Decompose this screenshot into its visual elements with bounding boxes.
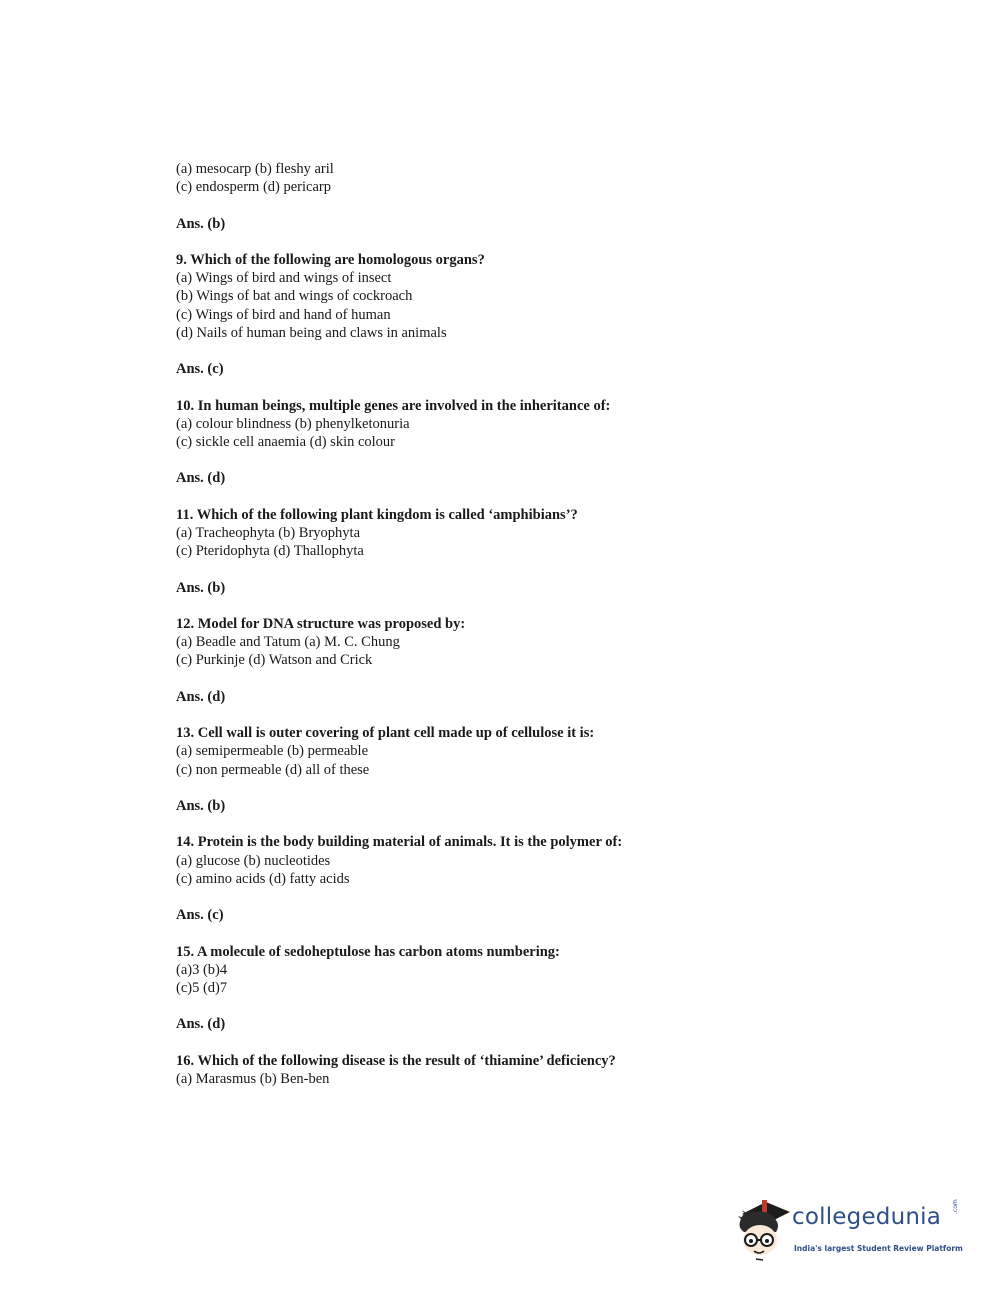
answer-line: Ans. (c) [176, 361, 224, 378]
option-line: (a) Wings of bird and wings of insect [176, 270, 392, 287]
option-line: (a) Tracheophyta (b) Bryophyta [176, 524, 361, 541]
student-mascot-icon [736, 1196, 792, 1262]
option-line: (b) Wings of bat and wings of cockroach [176, 288, 413, 305]
question-line: 10. In human beings, multiple genes are involved in the inheritance of: [176, 397, 611, 414]
line-gap [176, 597, 876, 615]
option-line: (c)5 (d)7 [176, 979, 228, 996]
option-line: (a) mesocarp (b) fleshy aril [176, 161, 334, 177]
line-gap [176, 888, 876, 906]
option-line: (c) non permeable (d) all of these [176, 761, 370, 778]
question-line: 12. Model for DNA structure was proposed by: [176, 615, 466, 632]
logo-tagline: India's largest Student Review Platform [794, 1244, 963, 1253]
answer-line: Ans. (d) [176, 470, 226, 487]
option-line: (c) Purkinje (d) Watson and Crick [176, 652, 373, 669]
question-line: 15. A molecule of sedoheptulose has carbon atoms numbering: [176, 943, 560, 960]
option-line: (c) Wings of bird and hand of human [176, 306, 391, 323]
option-line: (a) glucose (b) nucleotides [176, 852, 331, 869]
line-gap [176, 924, 876, 942]
option-line: (a) semipermeable (b) permeable [176, 743, 369, 760]
line-gap [176, 997, 876, 1015]
line-gap [176, 670, 876, 688]
logo-com-suffix: .com [952, 1199, 959, 1214]
line-gap [176, 706, 876, 724]
answer-line: Ans. (d) [176, 688, 226, 705]
option-line: (d) Nails of human being and claws in animals [176, 324, 447, 341]
line-gap [176, 196, 876, 214]
option-line: (a) colour blindness (b) phenylketonuria [176, 415, 410, 432]
question-line: 11. Which of the following plant kingdom is called ‘amphibians’? [176, 506, 578, 523]
question-line: 9. Which of the following are homologous organs? [176, 251, 485, 268]
option-line: (a)3 (b)4 [176, 961, 228, 978]
answer-line: Ans. (b) [176, 579, 226, 596]
line-gap [176, 1034, 876, 1052]
option-line: (a) Marasmus (b) Ben-ben [176, 1070, 330, 1087]
option-line: (a) Beadle and Tatum (a) M. C. Chung [176, 634, 400, 651]
line-gap [176, 779, 876, 797]
answer-line: Ans. (c) [176, 907, 224, 924]
document-page [176, 160, 876, 1088]
line-gap [176, 560, 876, 578]
answer-line: Ans. (b) [176, 215, 226, 232]
answer-line: Ans. (b) [176, 797, 226, 814]
question-line: 13. Cell wall is outer covering of plant cell made up of cellulose it is: [176, 725, 595, 742]
question-line: 14. Protein is the body building material of animals. It is the polymer of: [176, 834, 623, 851]
option-line: (c) sickle cell anaemia (d) skin colour [176, 433, 396, 450]
option-line: (c) endosperm (d) pericarp [176, 179, 331, 196]
line-gap [176, 378, 876, 396]
logo-wordmark: collegedunia [792, 1204, 942, 1230]
line-gap [176, 488, 876, 506]
option-line: (c) amino acids (d) fatty acids [176, 870, 350, 887]
line-gap [176, 233, 876, 251]
collegedunia-logo[interactable] [736, 1196, 966, 1266]
line-gap [176, 451, 876, 469]
option-line: (c) Pteridophyta (d) Thallophyta [176, 543, 364, 560]
answer-line: Ans. (d) [176, 1016, 226, 1033]
line-gap [176, 815, 876, 833]
question-line: 16. Which of the following disease is the result of ‘thiamine’ deficiency? [176, 1052, 616, 1069]
line-gap [176, 342, 876, 360]
